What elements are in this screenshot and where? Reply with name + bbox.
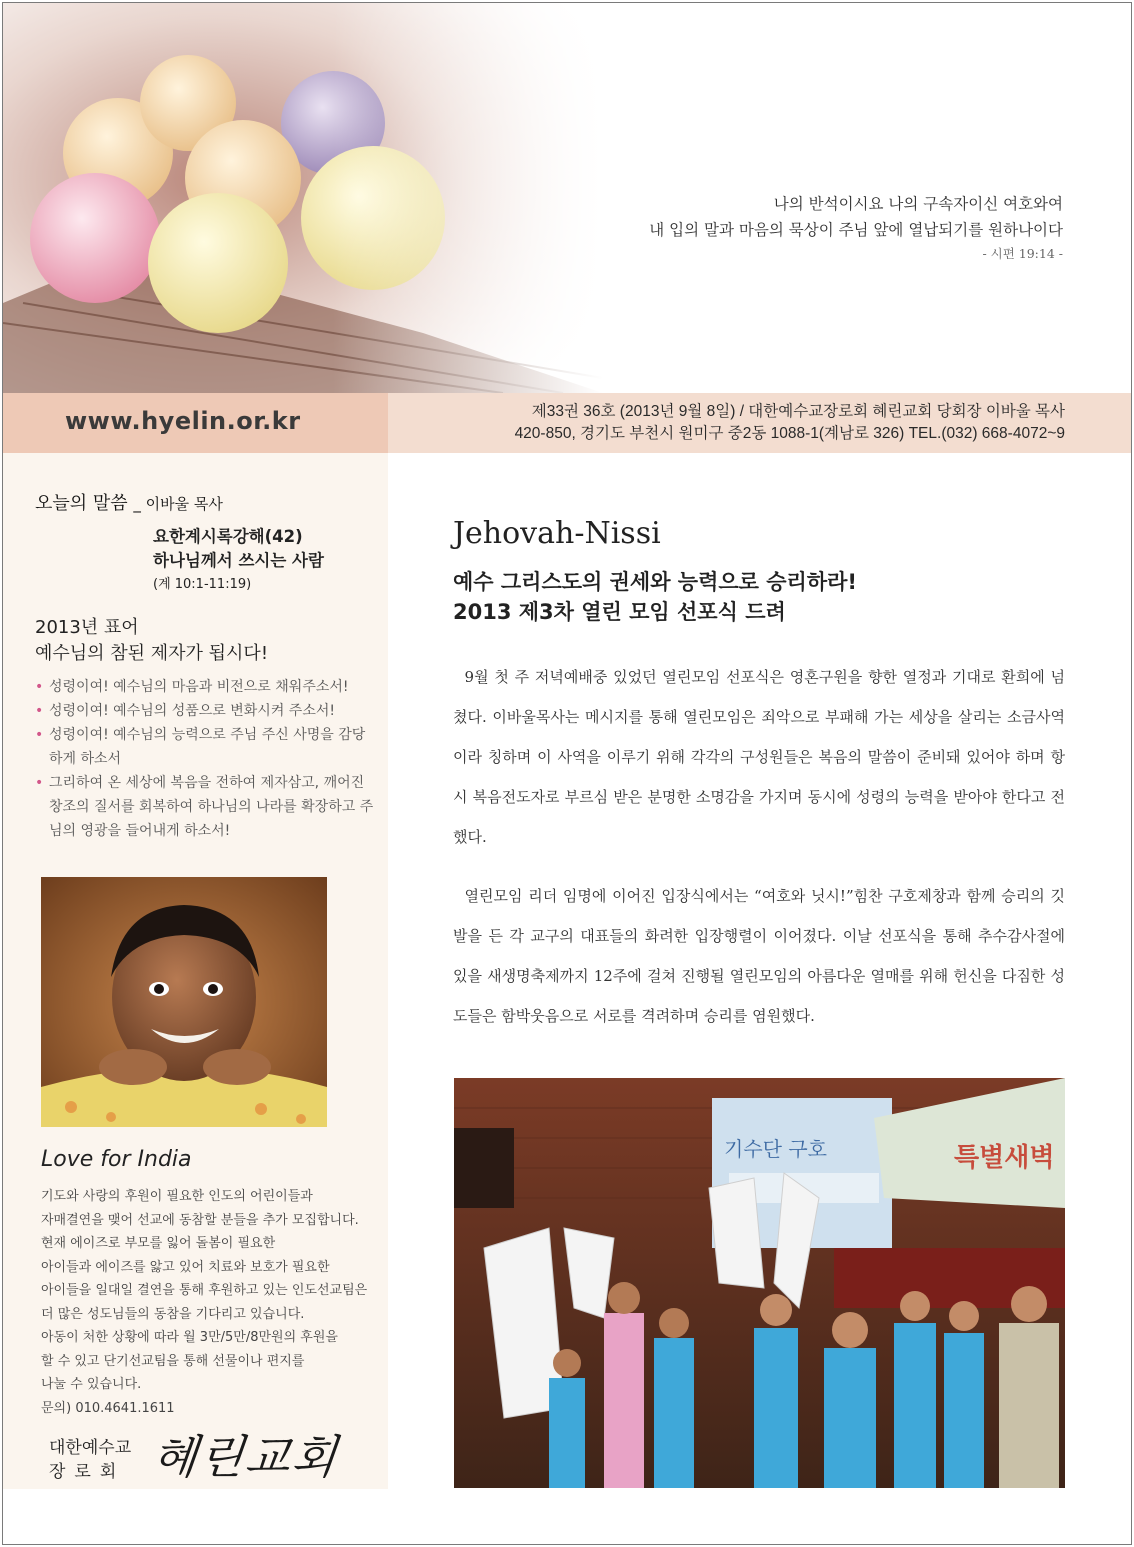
logo-presbyterian: 장로회 xyxy=(49,1462,126,1482)
logo-church-name: 혜린교회 xyxy=(149,1430,342,1484)
rice-cake-image xyxy=(3,3,603,393)
motto-bullet-list xyxy=(35,675,375,843)
issue-info: 제33권 36호 (2013년 9월 8일) / 대한예수교장로회 혜린교회 당회장 이바울 목사 xyxy=(531,403,1065,420)
article-subtitle-2: 2013 제3차 열린 모임 선포식 드려 xyxy=(453,600,786,624)
verse-line-2: 내 입의 말과 마음의 묵상이 주님 앞에 열납되기를 원하나이다 xyxy=(649,221,1063,239)
article-title: Jehovah-Nissi xyxy=(453,516,661,551)
bible-verse xyxy=(649,191,1063,265)
sidebar xyxy=(3,453,388,1489)
website-link[interactable]: www.hyelin.or.kr xyxy=(65,407,301,435)
motto: 예수님의 참된 제자가 됩시다! xyxy=(35,643,269,664)
logo-denomination: 대한예수교 xyxy=(49,1438,132,1458)
sermon-block xyxy=(153,525,324,597)
address-info: 420-850, 경기도 부천시 원미구 중2동 1088-1(계남로 326) TEL.(032) 668-4072~9 xyxy=(514,425,1065,442)
love-for-india-text: 기도와 사랑의 후원이 필요한 인도의 어린이들과 자매결연을 맺어 선교에 동참할 분들을 추가 모집합니다. 현재 에이즈로 부모를 잃어 돌봄이 필요한 아이들과 에이즈를 앓고 있어 치료와 보호가 필요한 아이들을 일대일 결연을 통해 후원하고 있는 인도선교팀은 더 많은 성도님들의 동참을 기다리고 있습니다. 아동이 처한 상황에 따라 월 3만/5만/8만원의 후원을 할 수 있고 단기선교팀을 통해 선물이나 편지를 나눌 수 있습니다. 문의) 010.4641.1611 xyxy=(41,1185,381,1420)
sermon-reference: (계 10:1-11:19) xyxy=(153,577,252,592)
list-item: • 성령이여! 예수님의 성품으로 변화시켜 주소서! xyxy=(35,699,375,723)
church-info xyxy=(515,401,1065,445)
todays-word-preacher: _ 이바울 목사 xyxy=(133,495,223,513)
sermon-title: 하나님께서 쓰시는 사람 xyxy=(153,551,324,570)
church-logo xyxy=(49,1431,369,1483)
love-for-india-title: Love for India xyxy=(41,1147,192,1172)
list-item: • 성령이여! 예수님의 능력으로 주님 주신 사명을 감당하게 하소서 xyxy=(35,723,375,771)
info-band xyxy=(3,393,1132,453)
bullet-icon: • xyxy=(35,703,44,719)
list-item: • 성령이여! 예수님의 마음과 비전으로 채워주소서! xyxy=(35,675,375,699)
bullet-icon: • xyxy=(35,727,44,743)
sermon-series: 요한계시록강해(42) xyxy=(153,527,303,546)
contact-info: 문의) 010.4641.1611 xyxy=(41,1400,175,1416)
motto-year: 2013년 표어 xyxy=(35,617,139,638)
india-child-photo xyxy=(41,877,327,1127)
todays-word-title: 오늘의 말씀 xyxy=(35,493,128,514)
ceremony-photo xyxy=(454,1078,1065,1488)
article-subtitle-1: 예수 그리스도의 권세와 능력으로 승리하라! xyxy=(453,570,857,594)
page-frame xyxy=(2,2,1132,1545)
verse-reference: - 시편 19:14 - xyxy=(982,246,1063,261)
article-paragraph-2: 열린모임 리더 임명에 이어진 입장식에서는 “여호와 닛시!”힘찬 구호제창과 함께 승리의 깃발을 든 각 교구의 대표들의 화려한 입장행렬이 이어졌다. 이날 선포식을 통해 추수감사절에 있을 새생명축제까지 12주에 걸쳐 진행될 열린모임의 아름다운 열매를 위해 헌신을 다짐한 성도들은 함박웃음으로 서로를 격려하며 승리를 염원했다. xyxy=(453,887,1065,1025)
bullet-icon: • xyxy=(35,775,44,791)
verse-line-1: 나의 반석이시요 나의 구속자이신 여호와여 xyxy=(773,195,1063,213)
bullet-icon: • xyxy=(35,679,44,695)
list-item: • 그리하여 온 세상에 복음을 전하여 제자삼고, 깨어진 창조의 질서를 회복하여 하나님의 나라를 확장하고 주님의 영광을 들어내게 하소서! xyxy=(35,771,375,843)
todays-word-heading xyxy=(35,489,223,515)
photo-screen-text: 기수단 구호 xyxy=(724,1137,827,1161)
article-paragraph-1: 9월 첫 주 저녁예배중 있었던 열린모임 선포식은 영혼구원을 향한 열정과 기대로 환희에 넘쳤다. 이바울목사는 메시지를 통해 열린모임은 죄악으로 부패해 가는 세상을 살리는 소금사역이라 칭하며 이 사역을 이루기 위해 각각의 구성원들은 복음의 말씀이 준비돼 있어야 하며 항시 복음전도자로 부르심 받은 분명한 소명감을 가지며 동시에 성령의 능력을 받아야 한다고 전했다. xyxy=(453,668,1065,846)
hero xyxy=(3,3,1132,393)
article-subtitle xyxy=(453,567,857,627)
photo-banner-text: 특별새벽 xyxy=(954,1143,1055,1173)
